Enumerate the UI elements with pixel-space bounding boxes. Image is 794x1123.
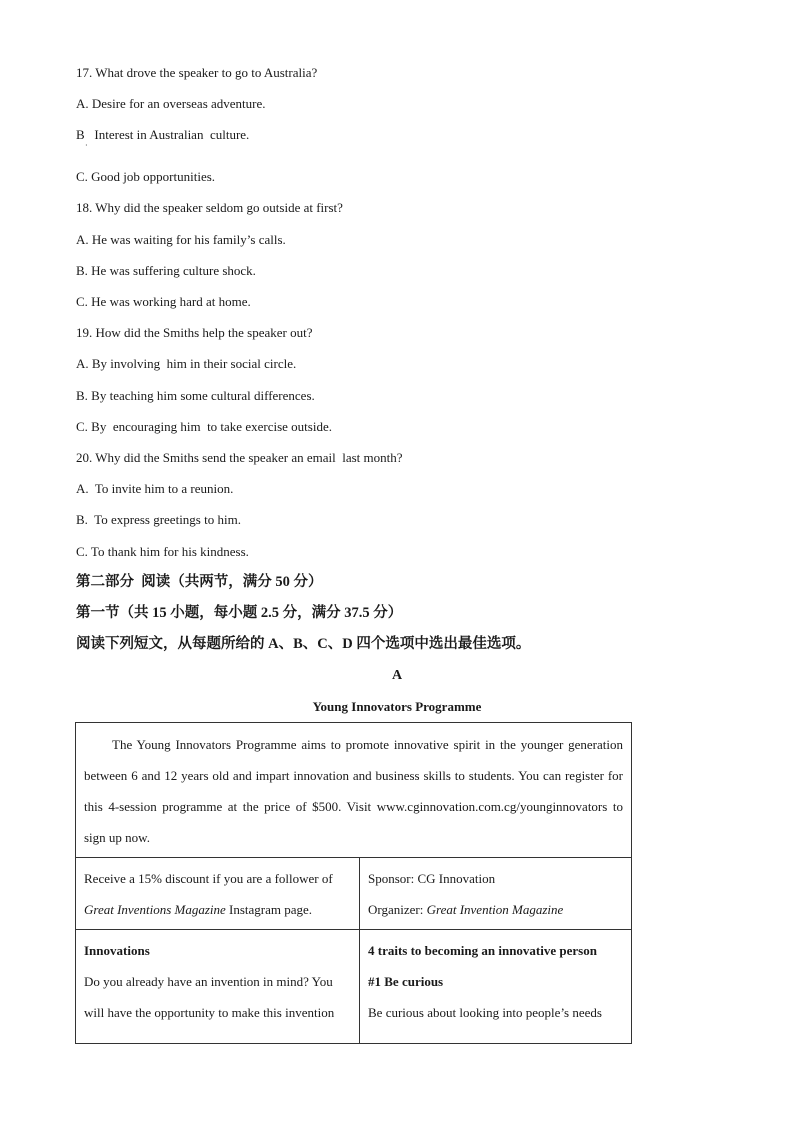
passage-letter: A [391, 668, 403, 683]
innovations-text: Do you already have an invention in mind? You will have the opportunity to make this invention [84, 974, 335, 1020]
programme-table [75, 722, 632, 1044]
option-b: B. By teaching him some cultural differences. [76, 388, 315, 403]
option-a: A. He was waiting for his family’s calls. [76, 232, 286, 247]
innovations-cell [76, 930, 360, 1044]
section-heading: 第二部分 阅读（共两节，满分 50 分） [76, 574, 323, 590]
magazine-name: Great Inventions Magazine [84, 902, 226, 917]
discount-text: Receive a 15% discount if you are a follower of [84, 871, 333, 886]
option-c: C. To thank him for his kindness. [76, 544, 249, 559]
trait-1-text: Be curious about looking into people’s needs [368, 1005, 602, 1020]
option-a: A. To invite him to a reunion. [76, 481, 234, 496]
question-stem: 20. Why did the Smiths send the speaker an email last month? [76, 450, 403, 465]
instruction-text: 阅读下列短文，从每题所给的 A、B、C、D 四个选项中选出最佳选项。 [76, 636, 531, 652]
option-c: C. Good job opportunities. [76, 169, 216, 184]
question-stem: 17. What drove the speaker to go to Australia? [76, 65, 318, 80]
sponsor-text: Sponsor: CG Innovation [368, 871, 496, 886]
innovations-heading: Innovations [84, 943, 150, 958]
intro-cell [76, 723, 632, 858]
stray-mark: · [85, 141, 88, 150]
option-b: B Interest in Australian culture. [76, 127, 250, 142]
passage-title: Young Innovators Programme [312, 699, 482, 714]
question-stem: 19. How did the Smiths help the speaker out? [76, 325, 313, 340]
option-a: A. By involving him in their social circle. [76, 356, 297, 371]
traits-heading: 4 traits to becoming an innovative person [368, 943, 597, 958]
option-c: C. By encouraging him to take exercise outside. [76, 419, 332, 434]
organizer-label: Organizer: [368, 902, 427, 917]
option-b: B. To express greetings to him. [76, 512, 241, 527]
intro-text: The Young Innovators Programme aims to promote innovative spirit in the younger generation between 6 and 12 years old and impart innovation and business skills to students. You can register for this 4-session programme at the price of $500. Visit www.cginnovation.com.cg/younginnovators to sign up now. [84, 737, 623, 845]
question-stem: 18. Why did the speaker seldom go outside at first? [76, 200, 343, 215]
traits-cell [360, 930, 632, 1044]
option-a: A. Desire for an overseas adventure. [76, 96, 266, 111]
trait-1-heading: #1 Be curious [368, 974, 444, 989]
option-b: B. He was suffering culture shock. [76, 263, 256, 278]
discount-cell [76, 858, 360, 930]
subsection-heading: 第一节（共 15 小题，每小题 2.5 分，满分 37.5 分） [76, 605, 403, 621]
sponsor-cell [360, 858, 632, 930]
organizer-name: Great Invention Magazine [426, 902, 564, 917]
option-c: C. He was working hard at home. [76, 294, 251, 309]
discount-text-end: Instagram page. [225, 902, 313, 917]
